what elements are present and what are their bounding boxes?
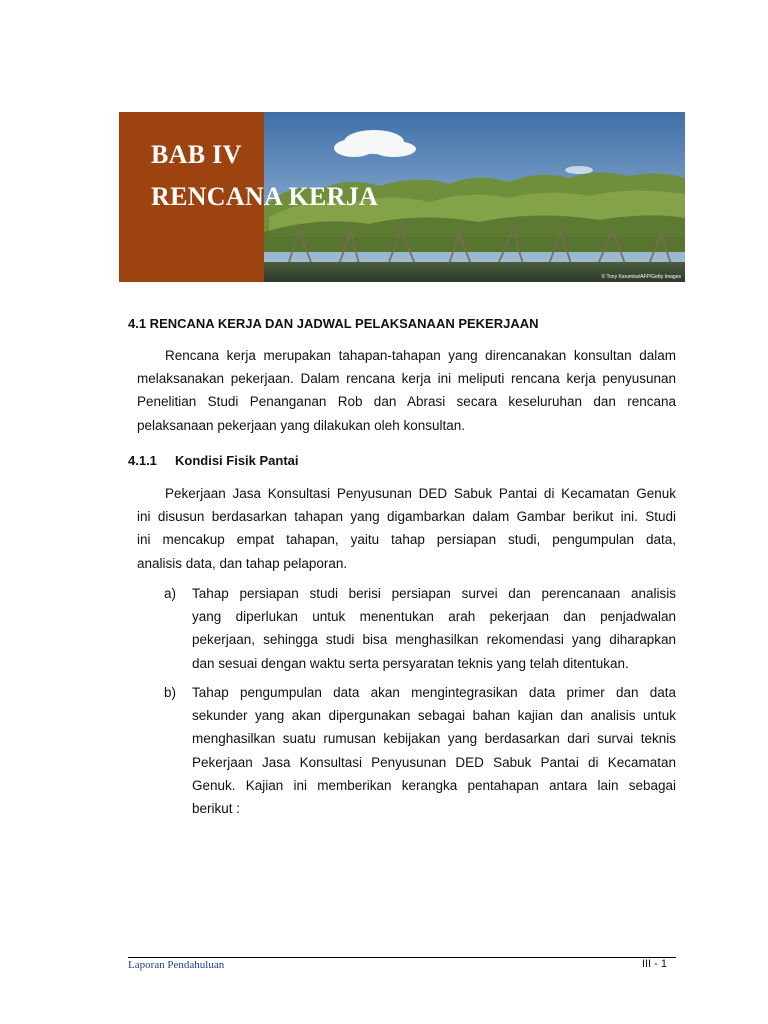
paragraph-line: ini disusun berdasarkan tahapan yang digambarkan dalam Gambar berikut ini. Studi	[137, 509, 676, 525]
subsection-paragraph	[137, 482, 676, 575]
subsection-title: Kondisi Fisik Pantai	[175, 453, 299, 468]
chapter-number: BAB IV	[151, 140, 242, 169]
list-item-line: Pekerjaan Jasa Konsultasi Penyusunan DED Sabuk Pantai di Kecamatan	[192, 754, 676, 770]
list-item-line: dan sesuai dengan waktu serta persyaratan teknis yang telah ditentukan.	[192, 655, 629, 671]
list-item	[192, 582, 676, 675]
list-item-line: menghasilkan suatu rumusan kebijakan yang berdasarkan dari survai teknis	[192, 731, 676, 747]
chapter-banner	[119, 112, 685, 282]
section-heading: 4.1 RENCANA KERJA DAN JADWAL PELAKSANAAN PEKERJAAN	[128, 316, 539, 331]
list-item-line: Genuk. Kajian ini memberikan kerangka pentahapan antara lain sebagai	[192, 777, 676, 793]
list-item-line: Tahap persiapan studi berisi persiapan survei dan perencanaan analisis	[192, 586, 676, 601]
list-item-line: Tahap pengumpulan data akan mengintegrasikan data primer dan data	[192, 685, 676, 700]
paragraph-line: Pekerjaan Jasa Konsultasi Penyusunan DED Sabuk Pantai di Kecamatan Genuk	[165, 486, 676, 501]
paragraph-line: ini mencakup empat tahapan, yaitu tahap persiapan studi, pengumpulan data,	[137, 532, 676, 548]
paragraph-line: analisis data, dan tahap pelaporan.	[137, 555, 348, 571]
paragraph-line: melaksanakan pekerjaan. Dalam rencana kerja ini meliputi rencana kerja penyusunan	[137, 371, 676, 387]
intro-paragraph	[137, 344, 676, 437]
footer-divider	[128, 957, 676, 958]
paragraph-line: Penelitian Studi Penanganan Rob dan Abrasi secara keseluruhan dan rencana	[137, 394, 676, 410]
list-item-line: yang diperlukan untuk menentukan arah pekerjaan dan penjadwalan	[192, 609, 676, 625]
list-item-line: berikut :	[192, 801, 241, 817]
subsection-number: 4.1.1	[128, 453, 157, 468]
list-item-line: pekerjaan, sehingga studi bisa menghasilkan rekomendasi yang diharapkan	[192, 632, 676, 648]
list-marker-a: a)	[164, 586, 177, 601]
paragraph-line: Rencana kerja merupakan tahapan-tahapan yang direncanakan konsultan dalam	[165, 348, 676, 363]
footer-page-number: III - 1	[641, 958, 667, 970]
list-marker-b: b)	[164, 685, 177, 700]
paragraph-line: pelaksanaan pekerjaan yang dilakukan oleh konsultan.	[137, 417, 465, 433]
footer-report-name: Laporan Pendahuluan	[128, 959, 225, 971]
list-item-line: sekunder yang akan dipergunakan sebagai bahan kajian dan analisis untuk	[192, 708, 676, 724]
list-item	[192, 681, 676, 820]
photo-credit: © Tony Karumba/AFP/Getty Images	[601, 274, 681, 280]
subsection-heading	[128, 453, 299, 468]
chapter-title: RENCANA KERJA	[151, 182, 379, 211]
